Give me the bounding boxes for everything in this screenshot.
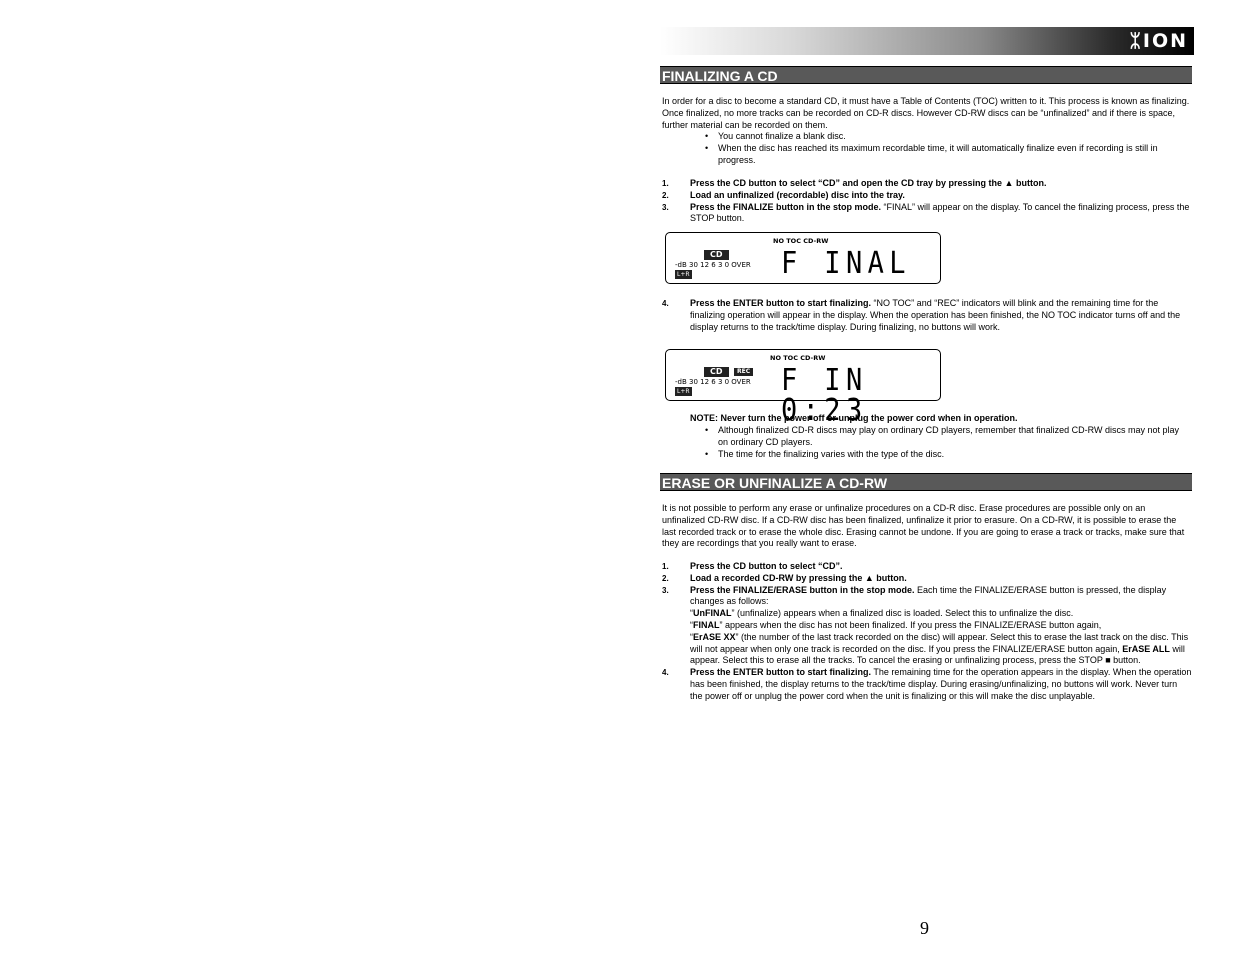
step-text: “NO TOC” and “REC” indicators will blink and the remaining time for the finalizing operation will appear in the display. When the operation has been finished, the NO TOC indicator turns off and the display returns to the track/time display. During finalizing, no buttons will work. <box>690 298 1181 332</box>
step-number: 4. <box>662 668 669 678</box>
step-bold: Press the FINALIZE button in the stop mode. <box>690 201 882 212</box>
header-bar <box>660 27 1194 55</box>
bullet-item: • Although finalized CD-R discs may play on ordinary CD players, remember that finalized CD-RW discs may not play on ordinary CD players. <box>718 425 1188 449</box>
lcd-display-final <box>665 232 941 284</box>
finalize-step-4 <box>662 298 1192 333</box>
finalize-intro: In order for a disc to become a standard CD, it must have a Table of Contents (TOC) written to it. This process is known as finalizing. Once finalized, no more tracks can be recorded on CD-R discs. However CD-RW discs can be “unfinalized” and if there is space, further material can be recorded on them. <box>662 96 1190 130</box>
lcd-lr-indicator: L+R <box>677 388 690 395</box>
lcd-rec-indicator: REC <box>734 368 753 376</box>
note-bullets <box>718 425 1188 460</box>
step-bold: Press the ENTER button to start finalizing. <box>690 667 872 678</box>
option-label: ErASE XX <box>693 631 736 642</box>
step-number: 4. <box>662 299 669 308</box>
step-text: “FINAL” will appear on the display. To cancel the finalizing process, press the STOP button. <box>690 201 1190 224</box>
option-text: will appear. Select this to erase all the tracks. To cancel the erasing or unfinalizing process, press the STOP ■ button. <box>690 643 1185 666</box>
step-bold: Press the ENTER button to start finalizing. <box>690 298 872 308</box>
lcd-level-meter: -dB 30 12 6 3 0 OVER <box>675 261 751 269</box>
step-2 <box>662 573 1192 585</box>
lcd-level-meter: -dB 30 12 6 3 0 OVER <box>675 378 751 386</box>
option-text: ” appears when the disc has not been finalized. If you press the FINALIZE/ERASE button again, <box>719 619 1102 630</box>
step-bold: Press the CD button to select “CD” and open the CD tray by pressing the ▲ button. <box>690 178 1047 188</box>
lcd-cd-indicator: CD <box>704 367 729 377</box>
erase-steps <box>662 561 1192 703</box>
quote: “ <box>690 631 693 642</box>
step-number: 2. <box>662 573 669 583</box>
step-1 <box>662 178 1192 190</box>
step-3 <box>662 202 1192 226</box>
page-number: 9 <box>920 918 929 938</box>
lcd-cd-indicator: CD <box>704 250 729 260</box>
section-title-finalize: FINALIZING A CD <box>660 66 1192 84</box>
option-unfinal <box>690 608 1192 620</box>
step-text: Each time the FINALIZE/ERASE button is pressed, the display changes as follows: <box>690 584 1167 607</box>
quote: “ <box>690 608 693 619</box>
finalize-note <box>690 413 1190 425</box>
step-text: The remaining time for the operation appears in the display. When the operation has been finished, the display returns to the track/time display. During erasing/unfinalizing, no buttons will work. Never turn the power off or unplug the power cord when the unit is finalizing or this will make the disc unplayable. <box>690 667 1192 701</box>
step-bold: Press the CD button to select “CD”. <box>690 561 843 571</box>
ion-logo: ᛯION <box>1129 30 1188 52</box>
step-number: 1. <box>662 179 669 188</box>
step-bold: Load a recorded CD-RW by pressing the ▲ button. <box>690 572 907 583</box>
option-text: ” (the number of the last track recorded on the disc) will appear. Select this to erase the last track on the disc. This will not appear when only one track is recorded on the disc. If you press the FINALIZE/ERASE button again, <box>690 631 1189 654</box>
bullet-item: • When the disc has reached its maximum recordable time, it will automatically finalize even if recording is still in progress. <box>718 143 1188 167</box>
finalize-bullets <box>718 131 1188 166</box>
step-bold: Load an unfinalized (recordable) disc into the tray. <box>690 189 905 200</box>
option-label: ErASE ALL <box>1122 643 1170 654</box>
lcd-indicators: NO TOC CD-RW <box>770 354 826 362</box>
step-number: 3. <box>662 585 669 595</box>
option-erase <box>690 632 1192 667</box>
lcd-lr-indicator: L+R <box>677 271 690 278</box>
section-title-erase: ERASE OR UNFINALIZE A CD-RW <box>660 473 1192 491</box>
step-bold: Press the FINALIZE/ERASE button in the stop mode. <box>690 584 915 595</box>
erase-intro: It is not possible to perform any erase or unfinalize procedures on a CD-R disc. Erase procedures are possible only on an unfinalized CD-RW disc. If a CD-RW disc has been finalized, unfinalize it prior to erasure. On a CD-RW, it is possible to erase the last recorded track or to erase the whole disc. Erasing cannot be undone. If you are going to erase a track or tracks, make sure that they are recordings that you really want to erase. <box>662 503 1185 549</box>
finalize-steps <box>662 178 1192 225</box>
step-number: 3. <box>662 202 669 212</box>
step-number: 1. <box>662 562 669 571</box>
option-label: UnFINAL <box>693 608 732 619</box>
step-number: 2. <box>662 190 669 200</box>
bullet-item: • The time for the finalizing varies with the type of the disc. <box>718 449 1188 461</box>
lcd-segment-text: F IN 0:23 <box>781 363 868 428</box>
lcd-segment-text: F INAL <box>781 246 911 281</box>
step-4 <box>662 667 1192 702</box>
option-final <box>690 620 1192 632</box>
quote: “ <box>690 619 693 630</box>
note-text: NOTE: Never turn the power off or unplug the power cord when in operation. <box>690 413 1018 423</box>
step-1 <box>662 561 1192 573</box>
lcd-indicators: NO TOC CD-RW <box>773 237 829 245</box>
option-text: ” (unfinalize) appears when a finalized disc is loaded. Select this to unfinalize the disc. <box>731 608 1074 619</box>
option-label: FINAL <box>693 619 720 630</box>
step-4 <box>662 298 1192 333</box>
step-3 <box>662 585 1192 668</box>
bullet-item: • You cannot finalize a blank disc. <box>718 131 1188 143</box>
step-2 <box>662 190 1192 202</box>
